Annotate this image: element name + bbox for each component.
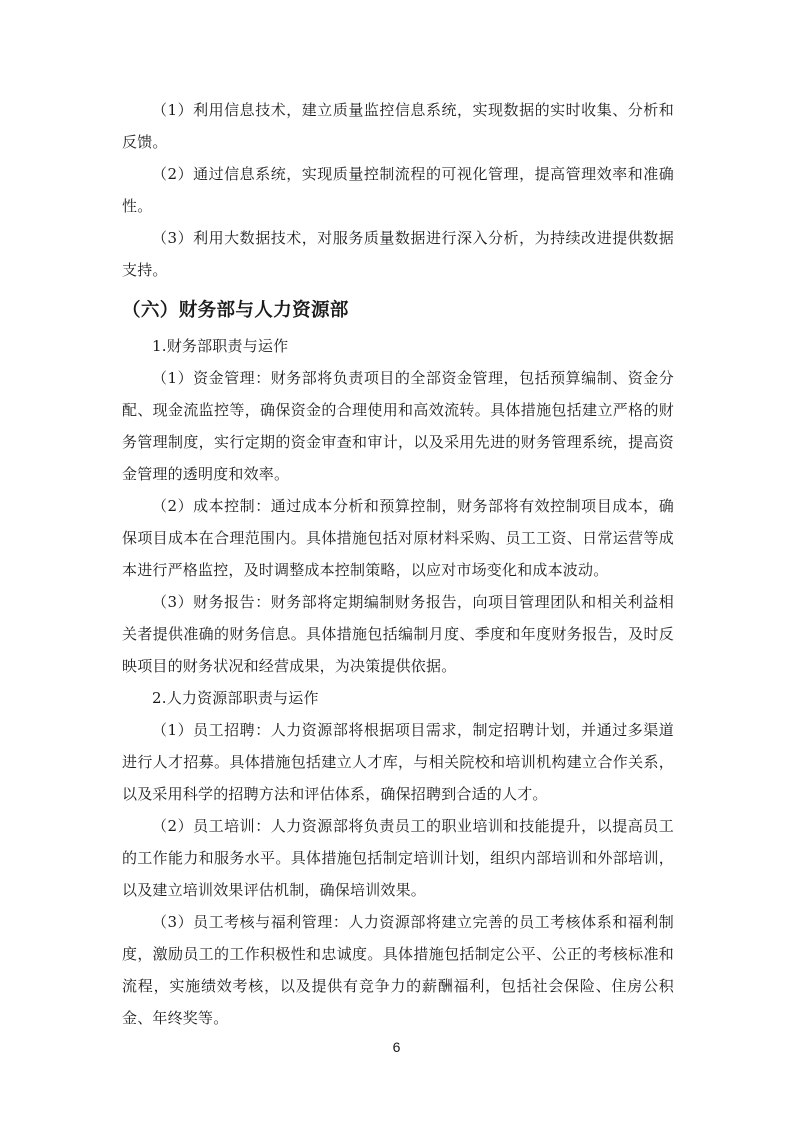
hr-item-2: （2）员工培训：人力资源部将负责员工的职业培训和技能提升，以提高员工的工作能力和服务水平。具体措施包括制定培训计划，组织内部培训和外部培训，以及建立培训效果评估机制，确保培训效果。: [122, 817, 674, 899]
hr-item-1: （1）员工招聘：人力资源部将根据项目需求，制定招聘计划，并通过多渠道进行人才招募。具体措施包括建立人才库，与相关院校和培训机构建立合作关系，以及采用科学的招聘方法和评估体系，确保招聘到合适的人才。: [122, 721, 674, 803]
intro-item-2: （2）通过信息系统，实现质量控制流程的可视化管理，提高管理效率和准确性。: [122, 165, 674, 215]
section-heading: （六）财务部与人力资源部: [122, 300, 349, 321]
hr-subheading: 2.人力资源部职责与运作: [152, 689, 319, 707]
intro-item-3: （3）利用大数据技术，对服务质量数据进行深入分析，为持续改进提供数据支持。: [122, 229, 674, 279]
finance-item-1: （1）资金管理：财务部将负责项目的全部资金管理，包括预算编制、资金分配、现金流监控等，确保资金的合理使用和高效流转。具体措施包括建立严格的财务管理制度，实行定期的资金审查和审计，以及采用先进的财务管理系统，提高资金管理的透明度和效率。: [122, 369, 674, 483]
finance-item-3: （3）财务报告：财务部将定期编制财务报告，向项目管理团队和相关利益相关者提供准确的财务信息。具体措施包括编制月度、季度和年度财务报告，及时反映项目的财务状况和经营成果，为决策提供依据。: [122, 593, 674, 675]
intro-item-1: （1）利用信息技术，建立质量监控信息系统，实现数据的实时收集、分析和反馈。: [122, 101, 674, 151]
hr-item-3: （3）员工考核与福利管理：人力资源部将建立完善的员工考核体系和福利制度，激励员工的工作积极性和忠诚度。具体措施包括制定公平、公正的考核标准和流程，实施绩效考核，以及提供有竞争力的薪酬福利，包括社会保险、住房公积金、年终奖等。: [122, 913, 674, 1027]
finance-subheading: 1.财务部职责与运作: [152, 337, 289, 355]
finance-item-2: （2）成本控制：通过成本分析和预算控制，财务部将有效控制项目成本，确保项目成本在合理范围内。具体措施包括对原材料采购、员工工资、日常运营等成本进行严格监控，及时调整成本控制策略，以应对市场变化和成本波动。: [122, 497, 674, 579]
page-number: 6: [392, 1039, 401, 1055]
page-content: [122, 94, 674, 1034]
